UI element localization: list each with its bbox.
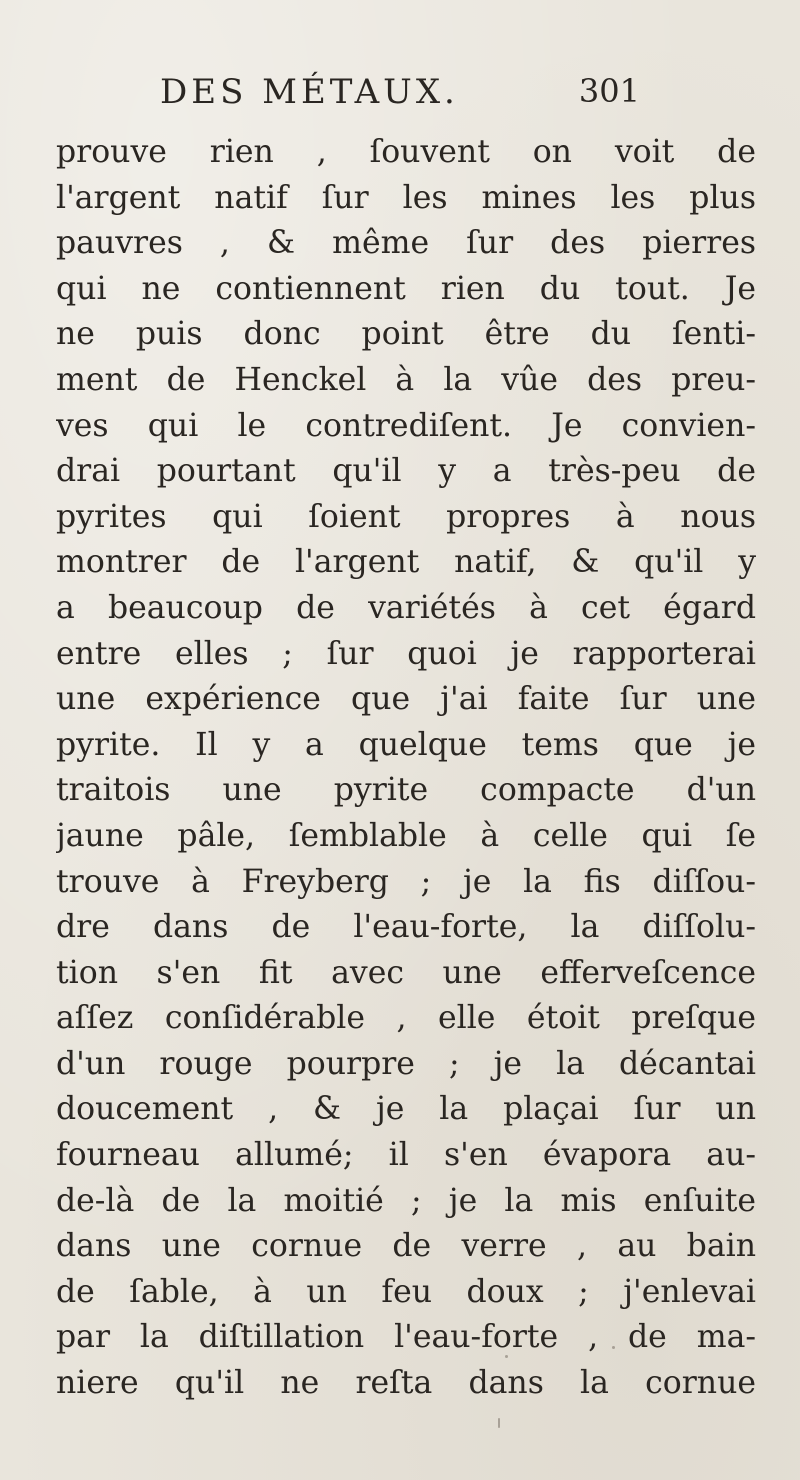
text-line: niere qu'il ne reſta dans la cornue — [56, 1365, 756, 1402]
text-line: a beaucoup de variétés à cet égard — [56, 589, 756, 626]
text-line: entre elles ; ſur quoi je rapporterai — [56, 635, 756, 672]
text-line: tion s'en fit avec une efferveſcence — [56, 954, 756, 991]
text-line: prouve rien , ſouvent on voit de — [56, 134, 756, 170]
text-line: dre dans de l'eau-forte, la diſſolu- — [56, 909, 756, 946]
page-number: 301 — [578, 72, 640, 110]
text-line: qui ne contiennent rien du tout. Je — [56, 270, 756, 307]
paper-speck — [612, 1346, 615, 1349]
text-line: montrer de l'argent natif, & qu'il y — [56, 544, 756, 581]
text-line: de ſable, à un feu doux ; j'enlevai — [56, 1273, 756, 1310]
text-line: ment de Henckel à la vûe des preu- — [56, 361, 756, 398]
paper-speck — [505, 1355, 508, 1358]
running-head — [160, 72, 640, 116]
text-line: de-là de la moitié ; je la mis enſuite — [56, 1182, 756, 1219]
text-line: pyrites qui ſoient propres à nous — [56, 498, 756, 535]
text-line: jaune pâle, ſemblable à celle qui ſe — [56, 817, 756, 854]
text-line: fourneau allumé; il s'en évapora au- — [56, 1137, 756, 1174]
text-line: dans une cornue de verre , au bain — [56, 1228, 756, 1265]
running-title: DES MÉTAUX. — [160, 72, 459, 112]
text-line: trouve à Freyberg ; je la fis diſſou- — [56, 863, 756, 900]
text-line: drai pourtant qu'il y a très-peu de — [56, 453, 756, 490]
text-line: doucement , & je la plaçai ſur un — [56, 1091, 756, 1128]
text-line: traitois une pyrite compacte d'un — [56, 772, 756, 809]
text-line: aſſez conſidérable , elle étoit preſque — [56, 1000, 756, 1037]
text-line: par la diſtillation l'eau-forte , de ma- — [56, 1319, 756, 1356]
text-line: une expérience que j'ai faite ſur une — [56, 681, 756, 718]
text-line: ves qui le contrediſent. Je convien- — [56, 407, 756, 444]
body-text — [56, 130, 756, 1407]
text-line: pauvres , & même ſur des pierres — [56, 225, 756, 262]
paper-speck — [498, 1418, 500, 1428]
text-line: d'un rouge pourpre ; je la décantai — [56, 1045, 756, 1082]
text-line: ne puis donc point être du ſenti- — [56, 316, 756, 353]
text-line: l'argent natif ſur les mines les plus — [56, 179, 756, 216]
text-line: pyrite. Il y a quelque tems que je — [56, 726, 756, 763]
